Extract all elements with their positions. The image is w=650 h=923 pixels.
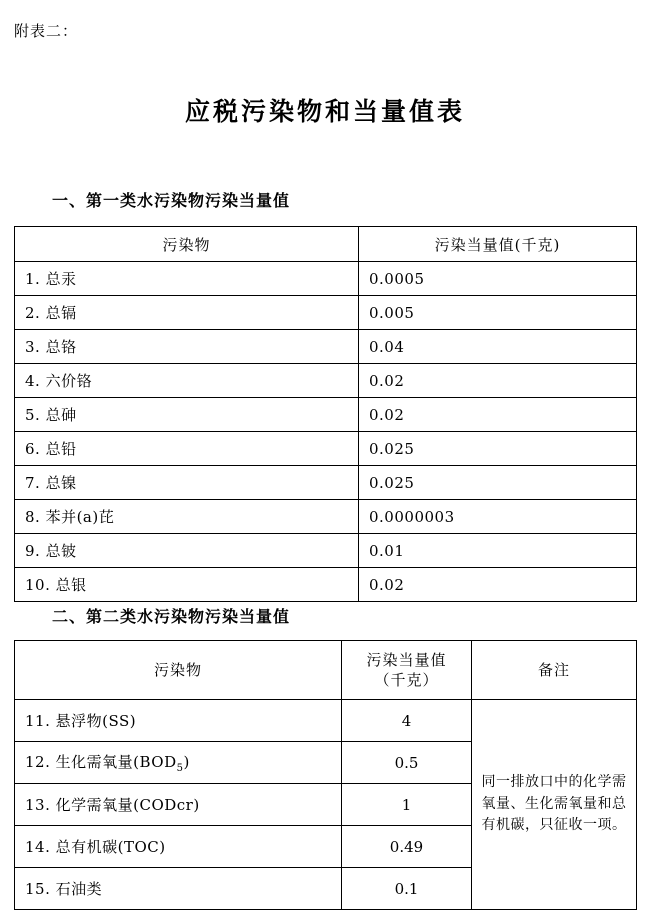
cell-pollutant-name: 6. 总铅: [15, 432, 359, 466]
cell-pollutant-name: [15, 742, 342, 784]
cell-pollutant-value: 0.02: [359, 568, 637, 602]
attachment-label: 附表二：: [14, 22, 79, 40]
column-header-equivalent-value-line2: （千克）: [374, 671, 439, 689]
cell-pollutant-value: 0.5: [342, 742, 472, 784]
cell-pollutant-name: 8. 苯并(a)芘: [15, 500, 359, 534]
column-header-pollutant: 污染物: [15, 227, 359, 262]
cell-pollutant-name: 2. 总镉: [15, 296, 359, 330]
cell-pollutant-value: 0.1: [342, 868, 472, 910]
cell-pollutant-value: 0.0000003: [359, 500, 637, 534]
table-row: [15, 466, 637, 500]
cell-pollutant-name: 15. 石油类: [15, 868, 342, 910]
table-row: [15, 364, 637, 398]
cell-remark: 同一排放口中的化学需氧量、生化需氧量和总有机碳，只征收一项。: [472, 700, 637, 910]
cell-pollutant-value: 1: [342, 784, 472, 826]
cell-pollutant-name: 10. 总银: [15, 568, 359, 602]
cell-pollutant-name: 14. 总有机碳(TOC): [15, 826, 342, 868]
cell-pollutant-value: 0.025: [359, 466, 637, 500]
table-header-row: [15, 227, 637, 262]
section-heading-class-2: 二、第二类水污染物污染当量值: [52, 607, 291, 626]
table-row: [15, 500, 637, 534]
column-header-equivalent-value-line1: 污染当量值: [366, 650, 447, 669]
table-row: [15, 330, 637, 364]
cell-pollutant-value: 0.0005: [359, 262, 637, 296]
cell-pollutant-name-text: 12. 生化需氧量(BOD: [25, 753, 177, 771]
column-header-equivalent-value: 污染当量值(千克): [359, 227, 637, 262]
cell-pollutant-value: 0.025: [359, 432, 637, 466]
cell-pollutant-name: 5. 总砷: [15, 398, 359, 432]
cell-pollutant-name: 4. 六价铬: [15, 364, 359, 398]
table-row: [15, 568, 637, 602]
cell-pollutant-name: 9. 总铍: [15, 534, 359, 568]
cell-pollutant-value: 0.01: [359, 534, 637, 568]
cell-pollutant-value: 4: [342, 700, 472, 742]
section-heading-class-1: 一、第一类水污染物污染当量值: [52, 191, 291, 210]
cell-pollutant-value: 0.49: [342, 826, 472, 868]
column-header-remark: 备注: [472, 641, 637, 700]
table-class-2-pollutants: [14, 640, 637, 910]
cell-pollutant-name: 1. 总汞: [15, 262, 359, 296]
cell-pollutant-name: 13. 化学需氧量(CODcr): [15, 784, 342, 826]
cell-pollutant-name-subscript: 5: [176, 763, 184, 774]
cell-pollutant-name: 7. 总镍: [15, 466, 359, 500]
cell-pollutant-name: 3. 总铬: [15, 330, 359, 364]
table-row: [15, 432, 637, 466]
table-row: [15, 700, 637, 742]
column-header-equivalent-value: [342, 641, 472, 700]
cell-pollutant-name-tail: ): [183, 753, 190, 771]
table-class-1-pollutants: [14, 226, 637, 602]
page-title: 应税污染物和当量值表: [184, 97, 465, 126]
table-header-row: [15, 641, 637, 700]
cell-pollutant-value: 0.04: [359, 330, 637, 364]
cell-pollutant-name: 11. 悬浮物(SS): [15, 700, 342, 742]
cell-pollutant-value: 0.02: [359, 364, 637, 398]
cell-pollutant-value: 0.005: [359, 296, 637, 330]
cell-pollutant-value: 0.02: [359, 398, 637, 432]
table-row: [15, 534, 637, 568]
column-header-pollutant: 污染物: [15, 641, 342, 700]
table-row: [15, 296, 637, 330]
table-row: [15, 262, 637, 296]
table-row: [15, 398, 637, 432]
